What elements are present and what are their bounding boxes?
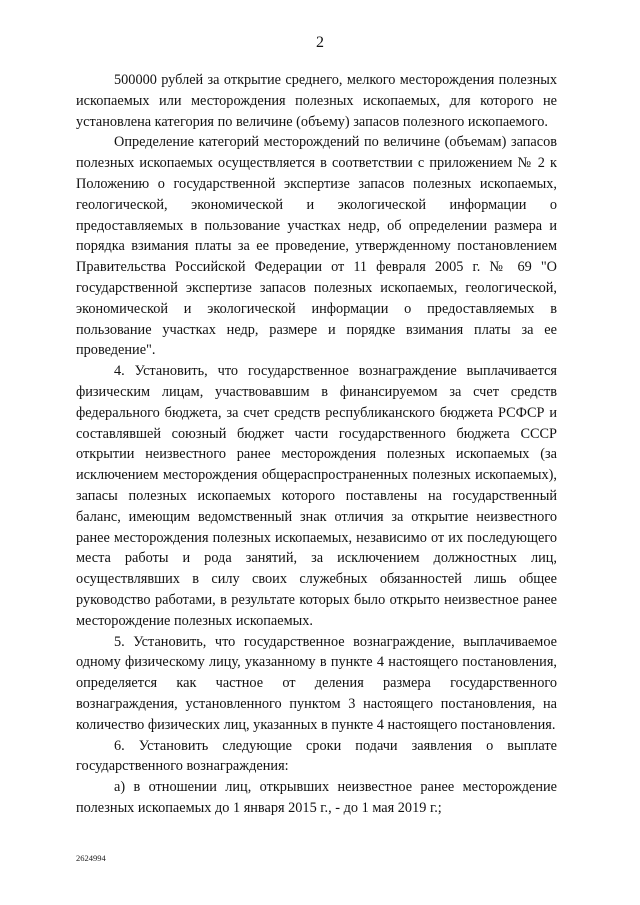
paragraph-clause-6: 6. Установить следующие сроки подачи заявления о выплате государственного вознаграждения: [76, 737, 557, 775]
document-code: 2624994 [76, 853, 106, 863]
page-number: 2 [316, 34, 324, 51]
paragraph-clause-6a: а) в отношении лиц, открывших неизвестное ранее месторождение полезных ископаемых до 1 января 2015 г., - до 1 мая 2019 г.; [76, 779, 557, 816]
paragraph-clause-5: 5. Установить, что государственное вознаграждение, выплачиваемое одному физическому лицу, указанному в пункте 4 настоящего постановления, определяется как частное от деления размера государственного вознаграждения, установленного пунктом 3 настоящего постановления, на количество физических лиц, указанных в пункте 4 настоящего постановления. [76, 633, 557, 733]
paragraph-clause-4: 4. Установить, что государственное вознаграждение выплачивается физическим лицам, участвовавшим в финансируемом за счет средств федерального бюджета, за счет средств республиканского бюджета РСФСР и составлявшей союзный бюджет части государственного бюджета СССР открытии неизвестного ранее месторождения полезных ископаемых (за исключением месторождения общераспространенных полезных ископаемых), запасы полезных ископаемых которого поставлены на государственный баланс, имеющим ведомственный знак отличия за открытие неизвестного ранее месторождения полезных ископаемых, независимо от их последующего места работы и рода занятий, за исключением должностных лиц, осуществлявших в силу своих служебных обязанностей лишь общее руководство работами, в результате которых было открыто неизвестное ранее месторождение полезных ископаемых. [76, 363, 557, 629]
paragraph-category-definition: Определение категорий месторождений по величине (объемам) запасов полезных ископаемых осуществляется в соответствии с приложением № 2 к Положению о государственной экспертизе запасов полезных ископаемых, геологической, экономической и экологической информации о предоставляемых в пользование участках недр, об определении размера и порядка взимания платы за ее проведение, утвержденному постановлением Правительства Российской Федерации от 11 февраля 2005 г. № 69 "О государственной экспертизе запасов полезных ископаемых, геологической, экономической и экологической информации о предоставляемых в пользование участках недр, размере и порядке взимания платы за ее проведение". [76, 134, 557, 359]
document-body [76, 70, 557, 819]
paragraph-award-amount: 500000 рублей за открытие среднего, мелкого месторождения полезных ископаемых или месторождения полезных ископаемых, для которого не установлена категория по величине (объему) запасов полезного ископаемого. [76, 72, 557, 130]
